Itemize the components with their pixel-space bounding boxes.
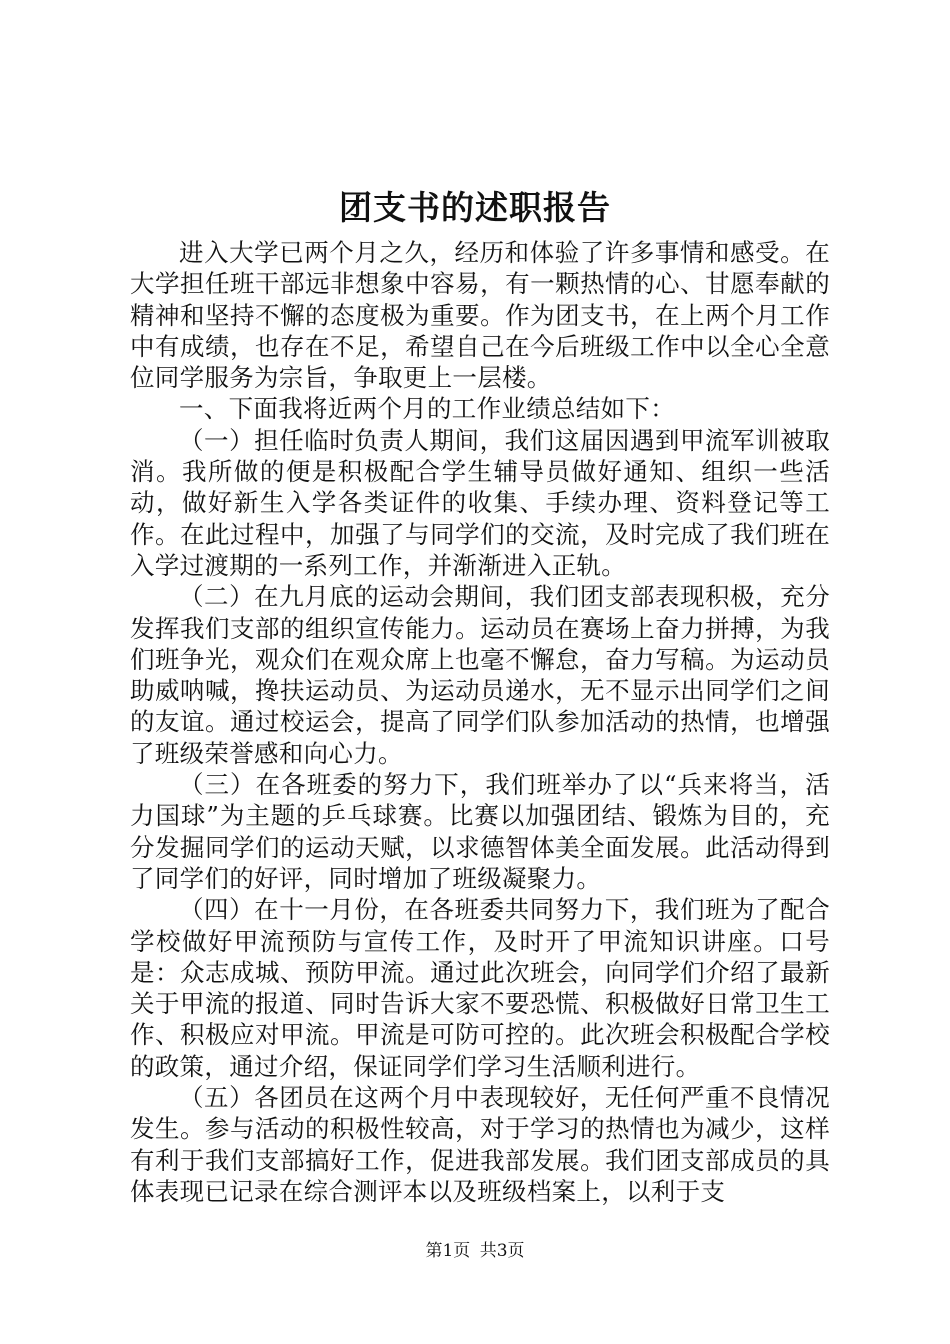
page-footer <box>0 1238 950 1264</box>
paragraph-intro: 进入大学已两个月之久，经历和体验了许多事情和感受。在大学担任班干部远非想象中容易，有一颗热情的心、甘愿奉献的精神和坚持不懈的态度极为重要。作为团支书，在上两个月工作中有成绩，也存在不足，希望自己在今后班级工作中以全心全意位同学服务为宗旨，争取更上一层楼。 <box>130 238 830 393</box>
paragraph-item-2: （二）在九月底的运动会期间，我们团支部表现积极，充分发挥我们支部的组织宣传能力。运动员在赛场上奋力拼搏，为我们班争光，观众们在观众席上也毫不懈怠，奋力写稿。为运动员助威呐喊，搀扶运动员、为运动员递水，无不显示出同学们之间的友谊。通过校运会，提高了同学们队参加活动的热情，也增强了班级荣誉感和向心力。 <box>130 582 830 768</box>
page-total: 共3页 <box>479 1241 525 1261</box>
document-title: 团支书的述职报告 <box>339 188 611 227</box>
document-body <box>130 237 830 1207</box>
page-number: 第1页 <box>425 1241 471 1261</box>
paragraph-item-1: （一）担任临时负责人期间，我们这届因遇到甲流军训被取消。我所做的便是积极配合学生辅导员做好通知、组织一些活动，做好新生入学各类证件的收集、手续办理、资料登记等工作。在此过程中，加强了与同学们的交流，及时完成了我们班在入学过渡期的一系列工作，并渐渐进入正轨。 <box>130 425 830 580</box>
paragraph-section-heading: 一、下面我将近两个月的工作业绩总结如下： <box>179 394 675 424</box>
paragraph-item-5: （五）各团员在这两个月中表现较好，无任何严重不良情况发生。参与活动的积极性较高，对于学习的热情也为减少，这样有利于我们支部搞好工作，促进我部发展。我们团支部成员的具体表现已记录在综合测评本以及班级档案上，以利于支 <box>130 1083 830 1206</box>
paragraph-item-3: （三）在各班委的努力下，我们班举办了以“兵来将当，活力国球”为主题的乒乓球赛。比赛以加强团结、锻炼为目的，充分发掘同学们的运动天赋，以求德智体美全面发展。此活动得到了同学们的好评，同时增加了班级凝聚力。 <box>130 770 830 893</box>
paragraph-item-4: （四）在十一月份，在各班委共同努力下，我们班为了配合学校做好甲流预防与宣传工作，及时开了甲流知识讲座。口号是：众志成城、预防甲流。通过此次班会，向同学们介绍了最新关于甲流的报道、同时告诉大家不要恐慌、积极做好日常卫生工作、积极应对甲流。甲流是可防可控的。此次班会积极配合学校的政策，通过介绍，保证同学们学习生活顺利进行。 <box>130 895 830 1081</box>
